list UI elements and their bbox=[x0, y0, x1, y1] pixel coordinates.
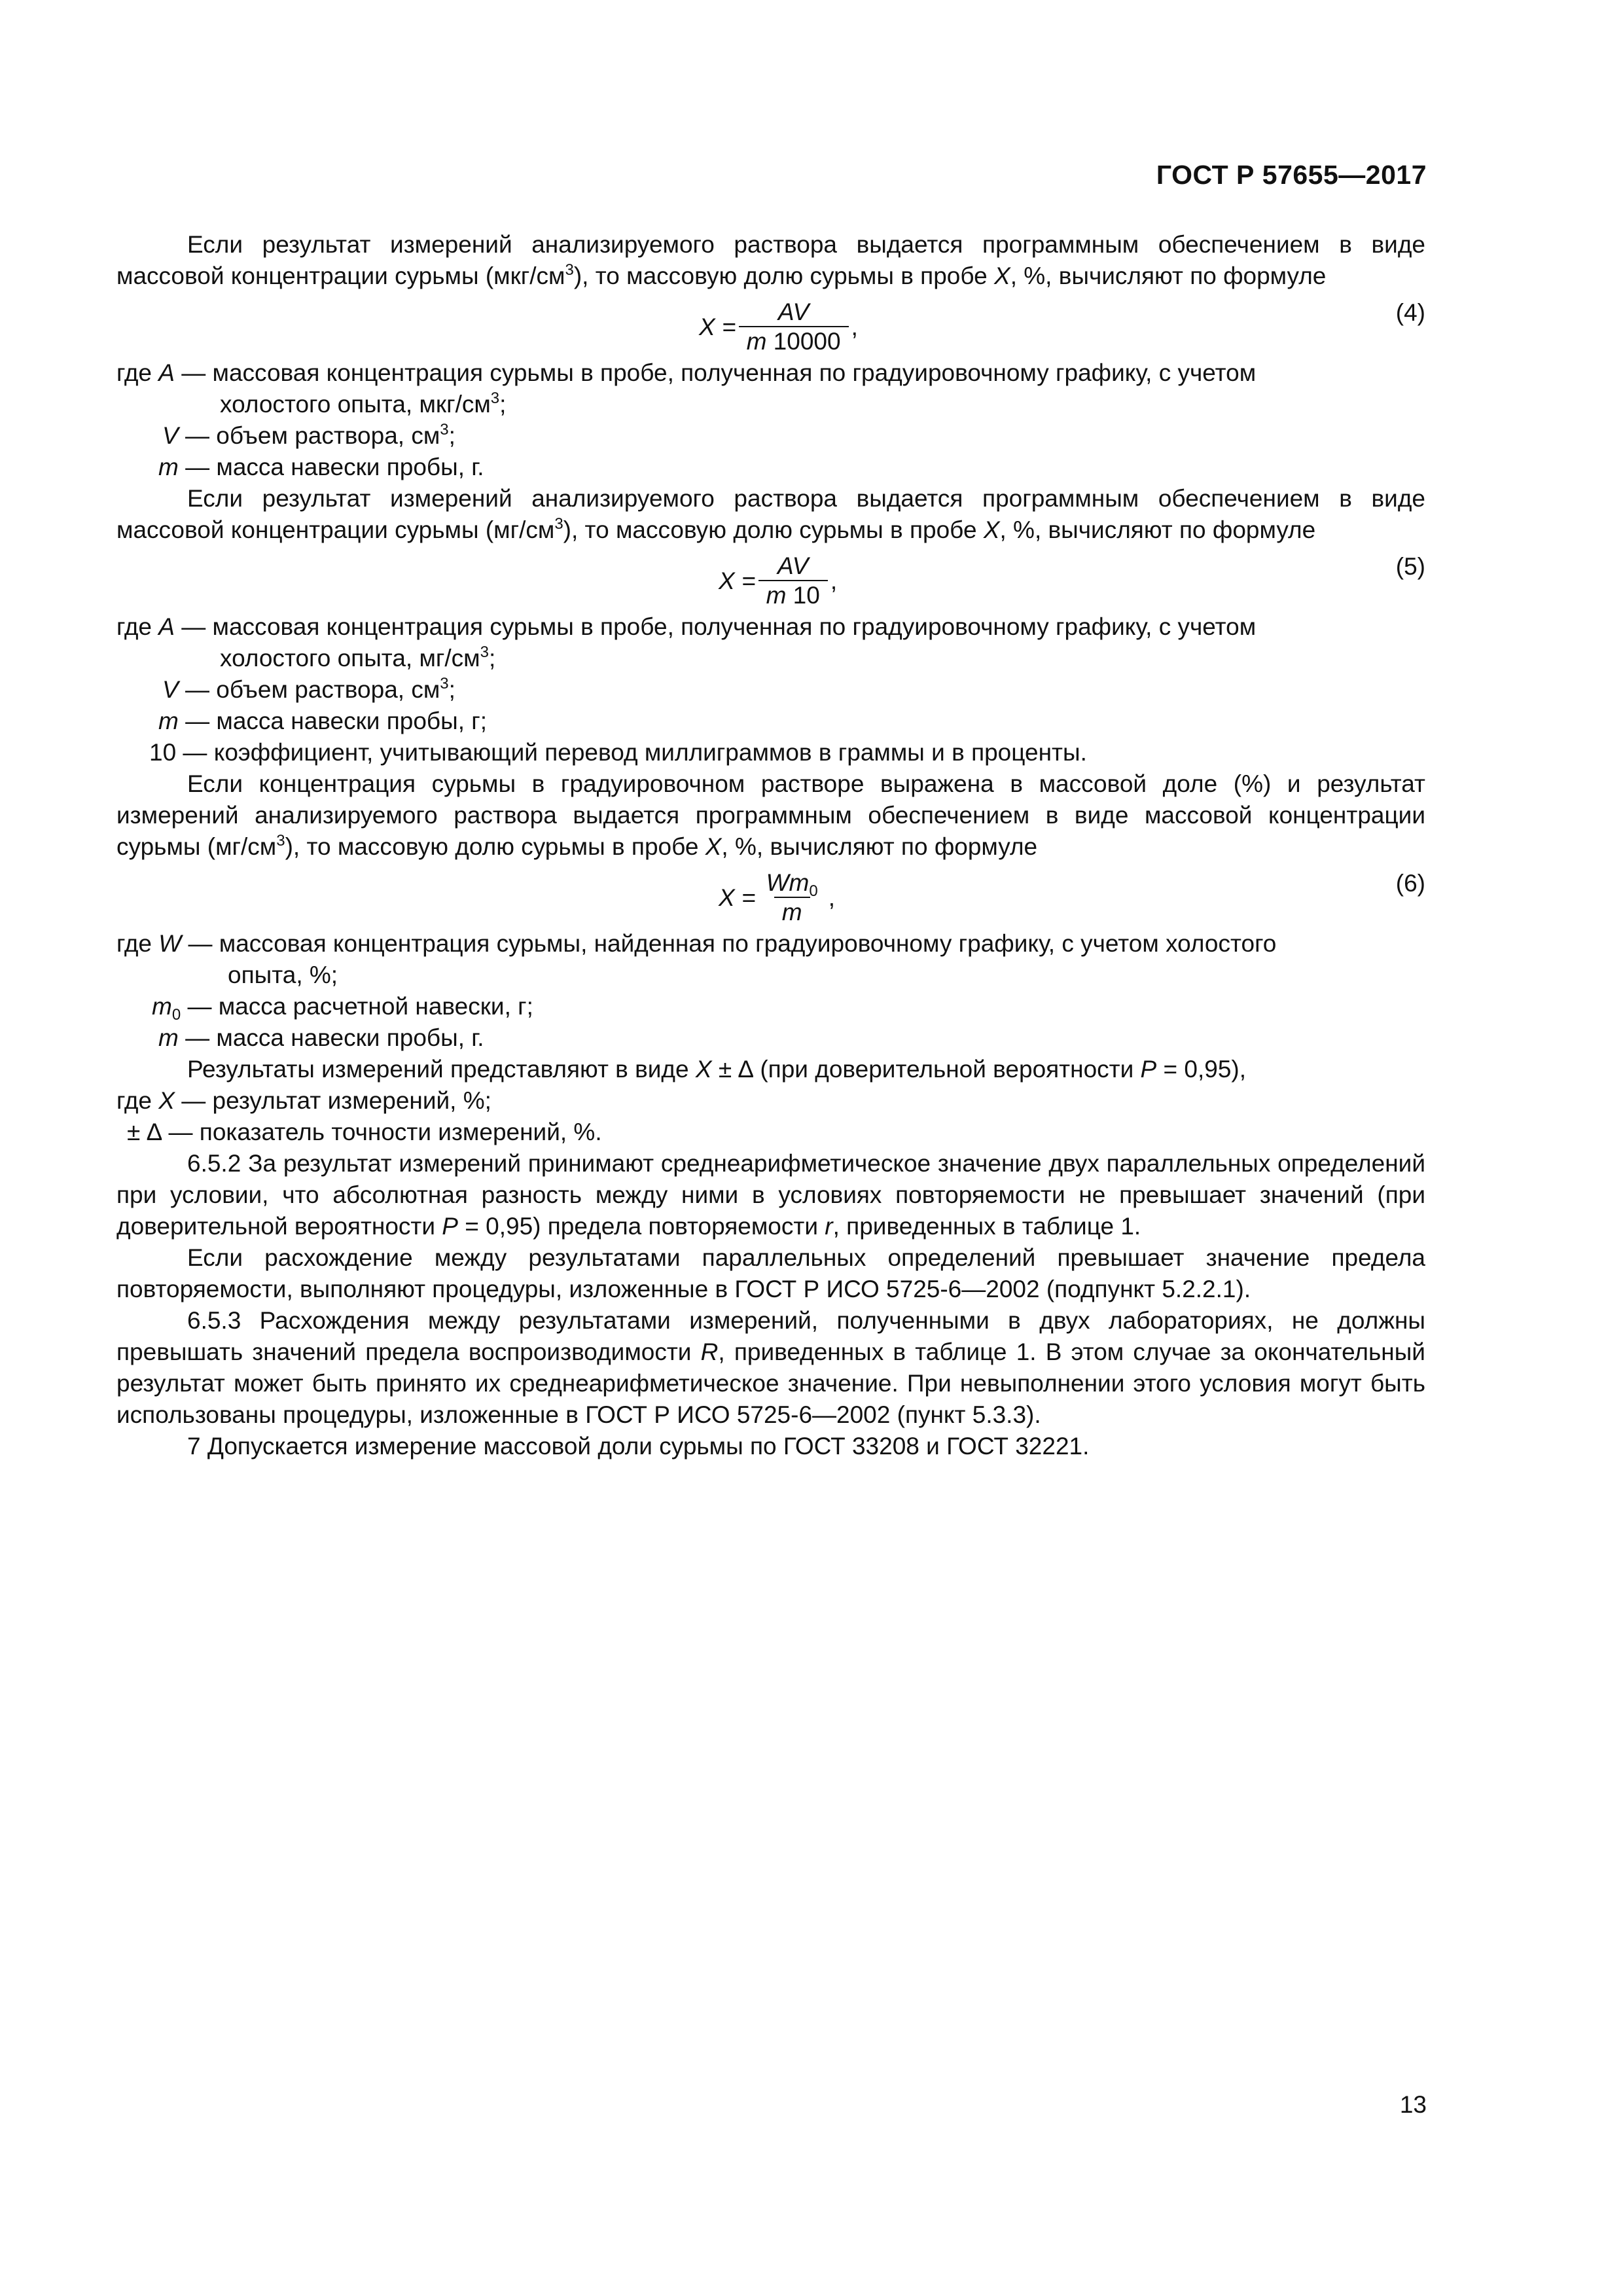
results-presentation: Результаты измерений представляют в виде X ± ∆ (при доверительной вероятности P = 0,95), bbox=[187, 1056, 1247, 1083]
standard-header: ГОСТ Р 57655—2017 bbox=[1156, 160, 1427, 190]
section-6-5-2: 6.5.2 За результат измерений принимают среднеарифметическое значение двух параллельных определений при условии, что абсолютная разность между ними в условиях повторяемости не превышает значений (при доверительной вероятности P = 0,95) предела повторяемости r, приведенных в таблице 1. bbox=[116, 1150, 1425, 1240]
formula-4-fraction: $\frac{AV}{m 10000}$ bbox=[739, 298, 849, 356]
definition-A-2: где A — массовая концентрация сурьмы в пробе, полученная по градуировочному графику, с учетом bbox=[116, 613, 1257, 640]
definition-m-1: m — масса навески пробы, г. bbox=[158, 454, 484, 480]
paragraph-intro-mass-fraction: Если концентрация сурьмы в градуировочном растворе выражена в массовой доле (%) и результат измерений анализируемого раствора выдается программным обеспечением в виде массовой концентрации сурьмы $(мг/см^3)$, то массовую долю сурьмы в пробе X, %, вычисляют по формуле bbox=[116, 770, 1425, 860]
definition-delta: ± ∆ — показатель точности измерений, %. bbox=[127, 1119, 602, 1145]
definition-ten: 10 — коэффициент, учитывающий перевод миллиграммов в граммы и в проценты. bbox=[149, 739, 1087, 766]
definition-V-2: V — объем раствора, $см^3$; bbox=[162, 675, 455, 703]
formula-4-number: (4) bbox=[1395, 299, 1425, 326]
definition-m-2: m — масса навески пробы, г; bbox=[158, 708, 488, 734]
definition-V-1: V — объем раствора, $см^3$; bbox=[162, 421, 455, 449]
page-number: 13 bbox=[1399, 2091, 1427, 2118]
paragraph-intro-mkg: Если результат измерений анализируемого раствора выдается программным обеспечением в виде массовой концентрации сурьмы $(мкг/см^3)$, то массовую долю сурьмы в пробе X, %, вычисляют по формуле bbox=[116, 231, 1425, 289]
definition-A-1-cont: холостого опыта, мкг/$см^3$; bbox=[220, 389, 507, 418]
formula-6: X = $\frac{Wm_0}{m}$ , (6) bbox=[719, 869, 1425, 925]
section-6-5-3: 6.5.3 Расхождения между результатами измерений, полученными в двух лабораториях, не должны превышать значений предела воспроизводимости R, приведенных в таблице 1. В этом случае за окончательный результат может быть принято их среднеарифметическое значение. При невыполнении этого условия могут быть использованы процедуры, изложенные в ГОСТ Р ИСО 5725-6—2002 (пункт 5.3.3). bbox=[116, 1307, 1425, 1428]
section-6-5-2-note: Если расхождение между результатами параллельных определений превышает значение предела повторяемости, выполняют процедуры, изложенные в ГОСТ Р ИСО 5725-6—2002 (подпункт 5.2.2.1). bbox=[116, 1244, 1425, 1302]
definition-X-result: где X — результат измерений, %; bbox=[116, 1087, 491, 1114]
definition-A-2-cont: холостого опыта, $мг/см^3$; bbox=[220, 643, 496, 672]
formula-5-fraction: $\frac{AV}{m 10}$ bbox=[758, 552, 828, 610]
definition-m0: $m_0$ — масса расчетной навески, г; bbox=[152, 993, 533, 1024]
formula-6-fraction: $\frac{Wm_0}{m}$ bbox=[766, 869, 818, 925]
definition-W: где W — массовая концентрация сурьмы, найденная по градуировочному графику, с учетом холостого bbox=[116, 930, 1277, 957]
definition-A-1: где A — массовая концентрация сурьмы в пробе, полученная по градуировочному графику, с учетом bbox=[116, 359, 1257, 386]
definition-W-cont: опыта, %; bbox=[228, 961, 338, 988]
formula-4: X = $\frac{AV}{m 10000}$ , (4) bbox=[699, 298, 1425, 355]
paragraph-intro-mg: Если результат измерений анализируемого раствора выдается программным обеспечением в виде массовой концентрации сурьмы $(мг/см^3)$, то массовую долю сурьмы в пробе X, %, вычисляют по формуле bbox=[116, 485, 1425, 543]
formula-5-number: (5) bbox=[1395, 553, 1425, 580]
formula-5: X = $\frac{AV}{m 10}$ , (5) bbox=[719, 552, 1425, 609]
document-body bbox=[116, 229, 1425, 1462]
section-7: 7 Допускается измерение массовой доли сурьмы по ГОСТ 33208 и ГОСТ 32221. bbox=[187, 1433, 1090, 1460]
formula-6-number: (6) bbox=[1395, 870, 1425, 897]
definition-m-3: m — масса навески пробы, г. bbox=[158, 1024, 484, 1051]
